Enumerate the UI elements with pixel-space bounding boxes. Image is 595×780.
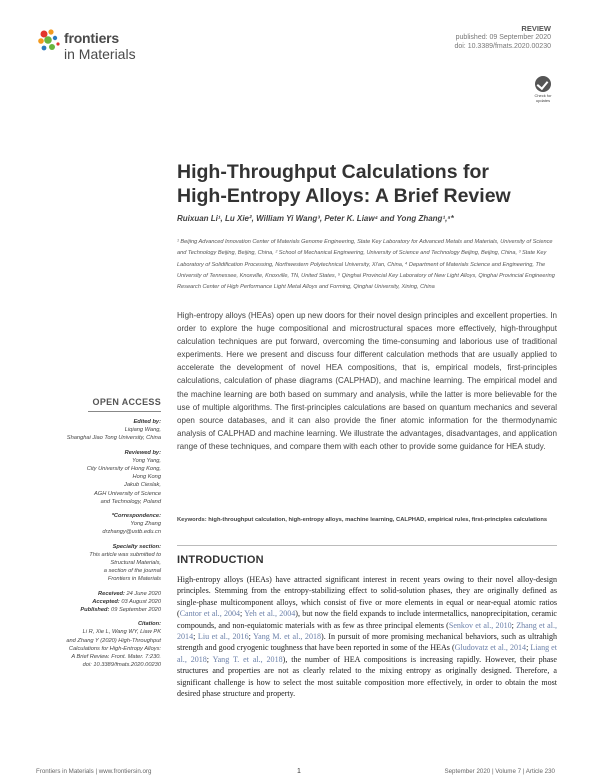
page-footer	[36, 768, 555, 780]
frontiers-logo-icon	[36, 28, 62, 54]
author-list: Ruixuan Li¹, Lu Xie², William Yi Wang³, Peter K. Liaw⁴ and Yong Zhang¹,⁵*	[177, 214, 454, 223]
title-line-1: High-Throughput Calculations for	[177, 161, 489, 183]
intro-text-1: High-entropy alloys (HEAs) have attracted significant interest in recent years owing to their novel alloy-design principles. Stemming from the entropy-stabilizing effect to solid-solution phases, they are originally defined as single-phase multicomponent alloys, which consist of five or more elements in equal or near-equal atomic ratios (	[177, 575, 557, 619]
reviewer-affiliation: AGH University of Science	[93, 490, 161, 497]
specialty-section-label: Specialty section:	[112, 543, 161, 550]
reviewer-affiliation: and Technology, Poland	[100, 498, 161, 505]
keywords-label: Keywords:	[177, 517, 207, 523]
citation-link[interactable]: Senkov et al., 2010	[448, 620, 512, 630]
intro-text-2: ), but now the field expands to include intermetallics, nanoprecipitation, ceramic compounds, and non-equiatomic materials with as few as three principal elements (	[177, 609, 558, 630]
specialty-line: This article was submitted to	[89, 551, 161, 558]
keywords-list: high-throughput calculation, high-entropy alloys, machine learning, CALPHAD, empirical rules, first-principles calculations	[208, 517, 548, 523]
specialty-line: Frontiers in Materials	[107, 576, 161, 583]
footer-issue-info: September 2020 | Volume 7 | Article 230	[444, 768, 555, 775]
citation-link[interactable]: Zhang et al., 2014	[177, 620, 557, 642]
edited-by-label: Edited by:	[133, 419, 161, 425]
received-date: 24 June 2020	[126, 590, 161, 597]
open-access-label: OPEN ACCESS	[92, 397, 161, 407]
article-header-info	[454, 24, 551, 51]
article-doi[interactable]: doi: 10.3389/fmats.2020.00230	[454, 43, 551, 50]
check-updates-icon	[535, 76, 551, 92]
footer-journal-link[interactable]: Frontiers in Materials | www.frontiersin.org	[36, 768, 152, 775]
logo-journal-text: in Materials	[64, 46, 136, 62]
citation-link[interactable]: Yang M. et al., 2018	[253, 632, 322, 642]
intro-text-4: ), the number of HEA compositions is increasing rapidly. However, their phase structures and properties are not as clearly related to the mixing entropy as originally designed. Therefore, a significant challenge is how to select the most suitable composition more effectively, in order to obtain the most desired phase structure and property.	[177, 654, 557, 699]
intro-text-3: ). In pursuit of more promising mechanical behaviors, such as ultrahigh strength and good cryogenic toughness that have been reported in some of the HEAs (	[177, 632, 557, 653]
citation-label: Citation:	[137, 621, 161, 628]
ref-separator: ;	[240, 609, 245, 619]
correspondence-label: *Correspondence:	[111, 513, 161, 520]
citation-link[interactable]: Cantor et al., 2004	[179, 609, 241, 619]
keywords	[177, 516, 557, 524]
correspondence-name: Yong Zhang	[130, 521, 161, 528]
citation-line: Li R, Xie L, Wang WY, Liaw PK	[82, 629, 161, 636]
title-line-2: High-Entropy Alloys: A Brief Review	[177, 185, 511, 207]
specialty-line: Structural Materials,	[110, 560, 161, 567]
page-number: 1	[297, 768, 301, 775]
reviewed-by-label: Reviewed by:	[124, 449, 161, 456]
reviewer-affiliation: Hong Kong	[132, 474, 161, 481]
editor-affiliation: Shanghai Jiao Tong University, China	[66, 435, 161, 442]
citation-line: Calculations for High-Entropy Alloys:	[68, 645, 161, 652]
section-divider	[177, 545, 557, 546]
abstract: High-entropy alloys (HEAs) open up new doors for their novel design principles and excellent properties. In order to explore the huge compositional and microstructural spaces more effectively, high-throughput calculation techniques are put forward, overcoming the time-consuming and laborious use of traditional experiments. Here we present and discuss four different calculation methods that are usually applied to accelerate the development of novel HEA compositions, that is, empirical models, first-principles calculations, calculation of phase diagrams (CALPHAD), and machine learning. The empirical model and the machine learning are both based on summary and analysis, while the latter is more believable for the use of multiple algorithms. The first-principles calculations are based on quantum mechanics and several open source databases, and it can also provide the finer atomic information for the thermodynamic analysis of CALPHAD and machine learning. We illustrate the advantages, disadvantages, and application range of these techniques, and compare them with each other to provide some guidance for HEA study.	[177, 311, 557, 451]
citation-link[interactable]: Yeh et al., 2004	[244, 609, 296, 619]
reviewer-affiliation: City University of Hong Kong,	[86, 466, 161, 473]
accepted-date: 03 August 2020	[121, 598, 161, 605]
published-label: Published:	[80, 607, 110, 614]
published-date: published: 09 September 2020	[455, 34, 551, 41]
check-for-updates-badge[interactable]	[531, 76, 555, 102]
sidebar-metadata	[36, 418, 161, 669]
reviewer-name: Yong Yang,	[132, 457, 161, 464]
citation-line: doi: 10.3389/fmats.2020.00230	[82, 662, 161, 669]
check-updates-label: Check for updates	[534, 93, 552, 103]
correspondence-email[interactable]: drzhangy@ustb.edu.cn	[102, 529, 161, 536]
introduction-heading: INTRODUCTION	[177, 554, 264, 566]
introduction-text: High-entropy alloys (HEAs) have attracted significant interest in recent years owing to their novel alloy-design principles. Stemming from the entropy-stabilizing effect to solid-solution phases, they are originally defined as single-phase multicomponent alloys, which consist of five or more elements in equal or near-equal atomic ratios (Cantor et al., 2004; Yeh et al., 2004), but now the field expands to include intermetallics, nanoprecipitation, ceramic compounds, and non-equiatomic materials with as few as three principal elements (Senkov et al., 2010; Zhang et al., 2014; Liu et al., 2016; Yang M. et al., 2018). In pursuit of more promising mechanical behaviors, such as ultrahigh strength and good cryogenic toughness that have been reported in some of the HEAs (Gludovatz et al., 2014; Liang et al., 2018; Yang T. et al., 2018), the number of HEA compositions is increasing rapidly. However, their phase structures and properties are not as clearly related to the mixing entropy as originally designed. Therefore, a significant challenge is how to select the most suitable composition more effectively, in order to obtain the most desired phase structure and property.	[177, 575, 558, 699]
affiliations: ¹ Beijing Advanced Innovation Center of Materials Genome Engineering, State Key Laboratory for Advanced Metals and Materials, University of Science and Technology Beijing, Beijing, China, ² School of Mechanical Engineering, University of Science and Technology Beijing, Beijing, China, ³ State Key Laboratory of Solidification Processing, Northwestern Polytechnical University, Xi'an, China, ⁴ Department of Materials Science and Engineering, The University of Tennessee, Knoxville, Knoxville, TN, United States, ⁵ Qinghai Provincial Key Laboratory of New Light Alloys, Qinghai Provincial Engineering Research Center of High Performance Light Metal Alloys and Forming, Qinghai University, Xining, China	[177, 239, 555, 291]
citation-line: A Brief Review. Front. Mater. 7:230.	[71, 654, 161, 661]
citation-line: and Zhang Y (2020) High-Throughput	[66, 637, 161, 644]
received-label: Received:	[98, 590, 125, 597]
accepted-label: Accepted:	[92, 598, 120, 605]
journal-logo[interactable]	[36, 28, 166, 68]
citation-link[interactable]: Liang et al., 2018	[177, 643, 557, 664]
article-title	[177, 160, 557, 208]
logo-frontiers-text: frontiers	[64, 30, 119, 46]
sidebar-divider	[88, 411, 161, 412]
specialty-line: a section of the journal	[103, 568, 161, 575]
citation-link[interactable]: Yang T. et al., 2018	[212, 654, 283, 664]
citation-link[interactable]: Liu et al., 2016	[197, 632, 249, 642]
published-date-sidebar: 09 September 2020	[111, 607, 161, 614]
citation-link[interactable]: Gludovatz et al., 2014	[454, 643, 527, 653]
reviewer-name: Jakub Cieslak,	[124, 482, 161, 489]
article-type: REVIEW	[521, 24, 551, 33]
editor-name: Liqiang Wang,	[124, 427, 161, 434]
